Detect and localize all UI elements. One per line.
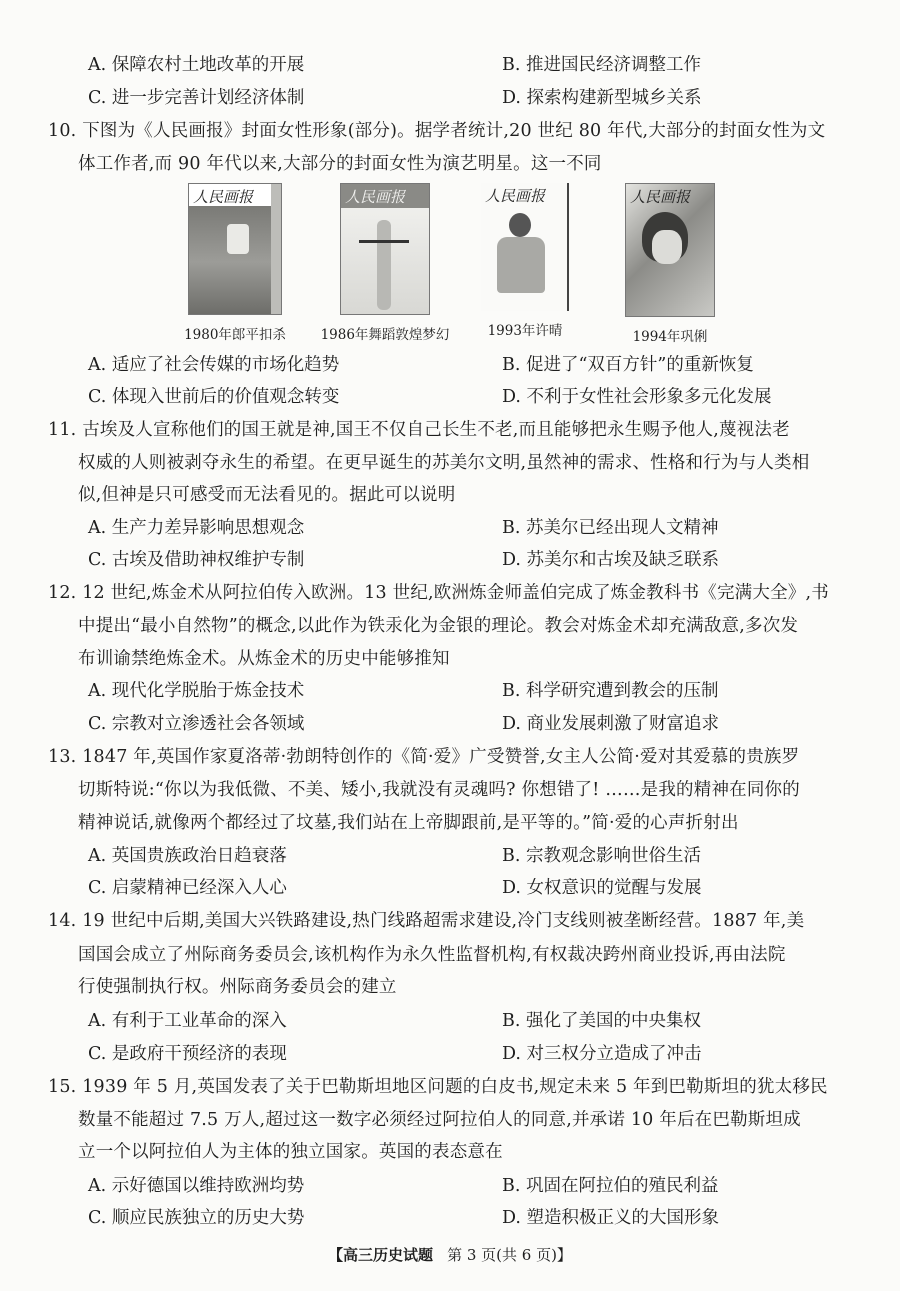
- q9-option-c: C. 进一步完善计划经济体制: [88, 88, 305, 108]
- cover-caption: 1980年郎平扣杀: [184, 327, 286, 343]
- q12-option-c: C. 宗教对立渗透社会各领域: [88, 714, 305, 734]
- q10-option-c: C. 体现入世前后的价值观念转变: [88, 387, 340, 407]
- q14-option-b: B. 强化了美国的中央集权: [502, 1011, 701, 1031]
- cover-figure-1994: [615, 183, 725, 345]
- q15-option-b: B. 巩固在阿拉伯的殖民利益: [502, 1176, 719, 1196]
- q13-option-d: D. 女权意识的觉醒与发展: [502, 878, 702, 898]
- q13-option-b: B. 宗教观念影响世俗生活: [502, 846, 701, 866]
- cover-image: [340, 183, 430, 315]
- q14-option-a: A. 有利于工业革命的深入: [88, 1011, 287, 1031]
- footer-page-number: 第 3 页(共 6 页)】: [447, 1246, 572, 1264]
- q13-stem-line1: 13. 1847 年,英国作家夏洛蒂·勃朗特创作的《简·爱》广受赞誉,女主人公简·爱对其爱慕的贵族罗: [48, 747, 800, 767]
- q11-option-d: D. 苏美尔和古埃及缺乏联系: [502, 550, 720, 570]
- q9-option-d: D. 探索构建新型城乡关系: [502, 88, 702, 108]
- q10-option-b: B. 促进了“双百方针”的重新恢复: [502, 355, 754, 375]
- q15-option-c: C. 顺应民族独立的历史大势: [88, 1208, 305, 1228]
- q11-option-b: B. 苏美尔已经出现人文精神: [502, 518, 719, 538]
- q13-stem-line3: 精神说话,就像两个都经过了坟墓,我们站在上帝脚跟前,是平等的。”简·爱的心声折射出: [78, 813, 739, 833]
- q14-option-c: C. 是政府干预经济的表现: [88, 1044, 287, 1064]
- q10-cover-figures: [175, 183, 735, 348]
- q14-stem-line3: 行使强制执行权。州际商务委员会的建立: [78, 977, 397, 997]
- cover-figure-1980: [175, 183, 295, 343]
- q11-stem-line2: 权威的人则被剥夺永生的希望。在更早诞生的苏美尔文明,虽然神的需求、性格和行为与人类相: [78, 453, 810, 473]
- q15-option-d: D. 塑造积极正义的大国形象: [502, 1208, 720, 1228]
- q14-option-d: D. 对三权分立造成了冲击: [502, 1044, 702, 1064]
- q11-option-c: C. 古埃及借助神权维护专制: [88, 550, 305, 570]
- q9-option-a: A. 保障农村土地改革的开展: [88, 55, 305, 75]
- cover-figure-1986: [310, 183, 460, 343]
- q15-stem-line2: 数量不能超过 7.5 万人,超过这一数字必须经过阿拉伯人的同意,并承诺 10 年后在巴勒斯坦成: [78, 1110, 801, 1130]
- footer-title: 【高三历史试题: [328, 1246, 434, 1264]
- q13-option-a: A. 英国贵族政治日趋衰落: [88, 846, 287, 866]
- page-footer: [0, 1244, 900, 1265]
- cover-masthead: 人民画报: [485, 187, 546, 205]
- q10-option-a: A. 适应了社会传媒的市场化趋势: [88, 355, 340, 375]
- cover-image: [188, 183, 282, 315]
- q14-stem-line1: 14. 19 世纪中后期,美国大兴铁路建设,热门线路超需求建设,冷门支线则被垄断经营。1887 年,美: [48, 911, 805, 931]
- q10-stem-line2: 体工作者,而 90 年代以来,大部分的封面女性为演艺明星。这一不同: [78, 154, 602, 174]
- q11-stem-line1: 11. 古埃及人宣称他们的国王就是神,国王不仅自己长生不老,而且能够把永生赐予他人,蔑视法老: [48, 420, 790, 440]
- cover-masthead: 人民画报: [345, 188, 406, 206]
- cover-caption: 1994年巩俐: [632, 329, 708, 345]
- q11-stem-line3: 似,但神是只可感受而无法看见的。据此可以说明: [78, 485, 456, 505]
- cover-figure-1993: [475, 183, 575, 339]
- cover-caption: 1986年舞蹈敦煌梦幻: [320, 327, 450, 343]
- q15-stem-line3: 立一个以阿拉伯人为主体的独立国家。英国的表态意在: [78, 1142, 503, 1162]
- q9-option-b: B. 推进国民经济调整工作: [502, 55, 701, 75]
- q11-option-a: A. 生产力差异影响思想观念: [88, 518, 305, 538]
- q12-option-b: B. 科学研究遭到教会的压制: [502, 681, 719, 701]
- q10-option-d: D. 不利于女性社会形象多元化发展: [502, 387, 772, 407]
- q13-stem-line2: 切斯特说:“你以为我低微、不美、矮小,我就没有灵魂吗? 你想错了! ……是我的精神在同你的: [78, 780, 800, 800]
- q10-stem-line1: 10. 下图为《人民画报》封面女性形象(部分)。据学者统计,20 世纪 80 年代,大部分的封面女性为文: [48, 121, 826, 141]
- cover-caption: 1993年许晴: [487, 323, 563, 339]
- cover-image: [625, 183, 715, 317]
- q12-stem-line1: 12. 12 世纪,炼金术从阿拉伯传入欧洲。13 世纪,欧洲炼金师盖伯完成了炼金教科书《完满大全》,书: [48, 583, 829, 603]
- cover-image: [481, 183, 569, 311]
- q12-option-a: A. 现代化学脱胎于炼金技术: [88, 681, 305, 701]
- cover-masthead: 人民画报: [193, 188, 254, 206]
- q15-stem-line1: 15. 1939 年 5 月,英国发表了关于巴勒斯坦地区问题的白皮书,规定未来 5 年到巴勒斯坦的犹太移民: [48, 1077, 828, 1097]
- q12-stem-line2: 中提出“最小自然物”的概念,以此作为铁汞化为金银的理论。教会对炼金术却充满敌意,多次发: [78, 616, 799, 636]
- q12-stem-line3: 布训谕禁绝炼金术。从炼金术的历史中能够推知: [78, 649, 450, 669]
- q12-option-d: D. 商业发展刺激了财富追求: [502, 714, 720, 734]
- q15-option-a: A. 示好德国以维持欧洲均势: [88, 1176, 305, 1196]
- q14-stem-line2: 国国会成立了州际商务委员会,该机构作为永久性监督机构,有权裁决跨州商业投诉,再由法院: [78, 945, 786, 965]
- cover-masthead: 人民画报: [630, 188, 691, 206]
- q13-option-c: C. 启蒙精神已经深入人心: [88, 878, 287, 898]
